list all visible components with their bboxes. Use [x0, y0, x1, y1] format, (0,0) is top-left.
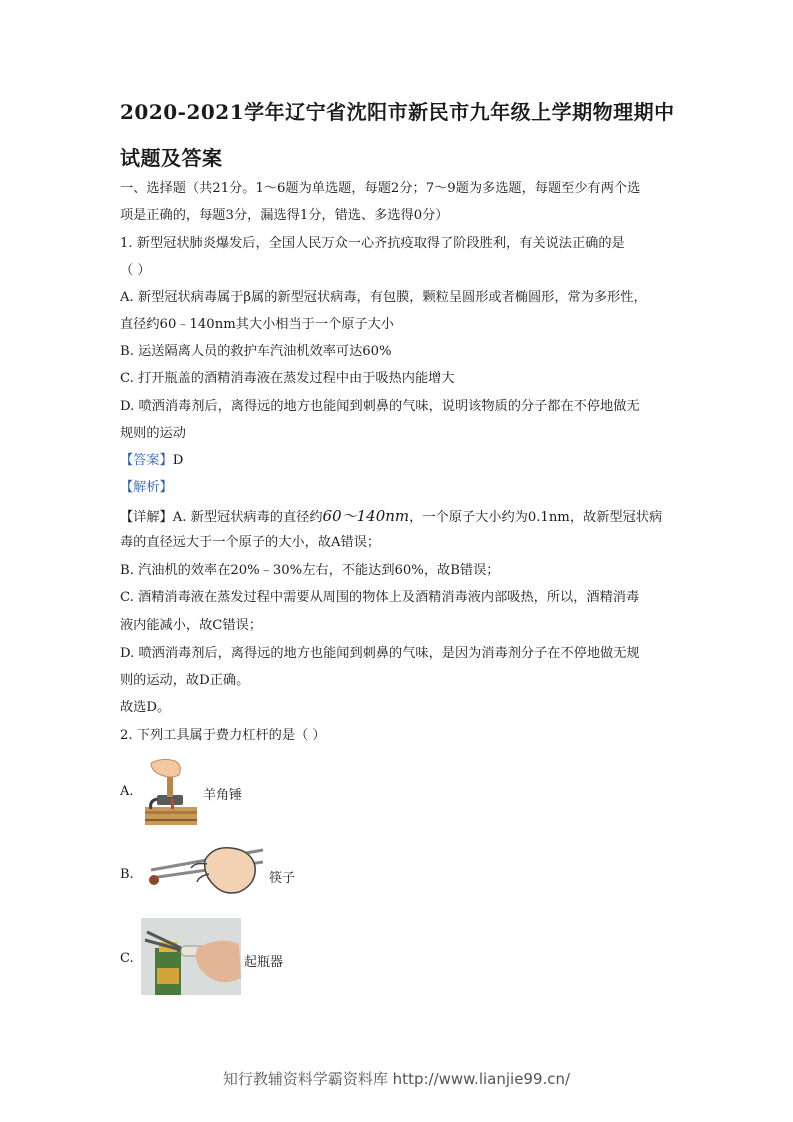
q2-option-c-letter: C.: [120, 951, 134, 966]
footer-watermark[interactable]: 知行教辅资料学霸资料库 http://www.lianjie99.cn/: [222, 1070, 571, 1088]
q1-conclusion: 故选D。: [120, 700, 171, 715]
q2-option-b-letter: B.: [120, 867, 134, 882]
q2-option-a-letter: A.: [120, 784, 134, 799]
q1-analysis-tag: 【解析】: [120, 480, 173, 495]
q1-detail-b: B. 汽油机的效率在20%﹣30%左右，不能达到60%，故B错误；: [120, 563, 500, 578]
q1-stem: 1. 新型冠状肺炎爆发后，全国人民万众一心齐抗疫取得了阶段胜利，有关说法正确的是: [120, 236, 625, 251]
doc-title-line1: 2020-2021学年辽宁省沈阳市新民市九年级上学期物理期中: [120, 100, 675, 124]
answer-value: D: [172, 453, 184, 468]
q1-detail-a: [120, 507, 662, 527]
bottle-opener-image: [141, 918, 241, 995]
section-instructions-1: 一、选择题（共21分。1～6题为单选题，每题2分；7～9题为多选题，每题至少有两个选: [120, 181, 641, 196]
q1-detail-c: C. 酒精消毒液在蒸发过程中需要从周围的物体上及酒精消毒液内部吸热，所以，酒精消毒: [120, 590, 640, 605]
q1-detail-a-cont: 毒的直径远大于一个原子的大小，故A错误；: [120, 535, 381, 550]
detail-tag: 【详解】: [120, 510, 173, 525]
q1-option-a: A. 新型冠状病毒属于β属的新型冠状病毒，有包膜，颗粒呈圆形或者椭圆形，常为多形性，: [120, 290, 647, 305]
answer-tag: 【答案】: [120, 453, 173, 468]
q1-option-d-cont: 规则的运动: [120, 426, 186, 441]
q1-option-d: D. 喷洒消毒剂后，离得远的地方也能闻到刺鼻的气味，说明该物质的分子都在不停地做无: [120, 399, 640, 414]
detail-a-text: A. 新型冠状病毒的直径约: [172, 510, 323, 525]
q1-option-c: C. 打开瓶盖的酒精消毒液在蒸发过程中由于吸热内能增大: [120, 371, 455, 386]
section-instructions-2: 项是正确的，每题3分，漏选得1分，错选、多选得0分）: [120, 208, 449, 223]
q1-detail-d: D. 喷洒消毒剂后，离得远的地方也能闻到刺鼻的气味，是因为消毒剂分子在不停地做无规: [120, 646, 640, 661]
chopsticks-image: [143, 844, 265, 896]
doc-title-line2: 试题及答案: [120, 146, 223, 170]
q1-answer: [120, 452, 183, 470]
q1-stem-bracket: （ ）: [120, 263, 151, 278]
q1-detail-d-cont: 则的运动，故D正确。: [120, 673, 250, 688]
q2-option-c-label: 起瓶器: [244, 955, 284, 970]
q2-stem: 2. 下列工具属于费力杠杆的是（ ）: [120, 728, 326, 743]
claw-hammer-image: [143, 757, 199, 827]
q1-option-a-cont: 直径约60﹣140nm其大小相当于一个原子大小: [120, 317, 394, 332]
q2-option-b-label: 筷子: [269, 871, 296, 886]
q1-option-b: B. 运送隔离人员的救护车汽油机效率可达60%: [120, 344, 392, 359]
detail-a-math: 60～140nm: [322, 507, 410, 525]
q2-option-a-label: 羊角锤: [203, 788, 243, 803]
q1-detail-c-cont: 液内能减小，故C错误；: [120, 618, 262, 633]
detail-a-text-post: ，一个原子大小约为0.1nm，故新型冠状病: [409, 510, 663, 525]
